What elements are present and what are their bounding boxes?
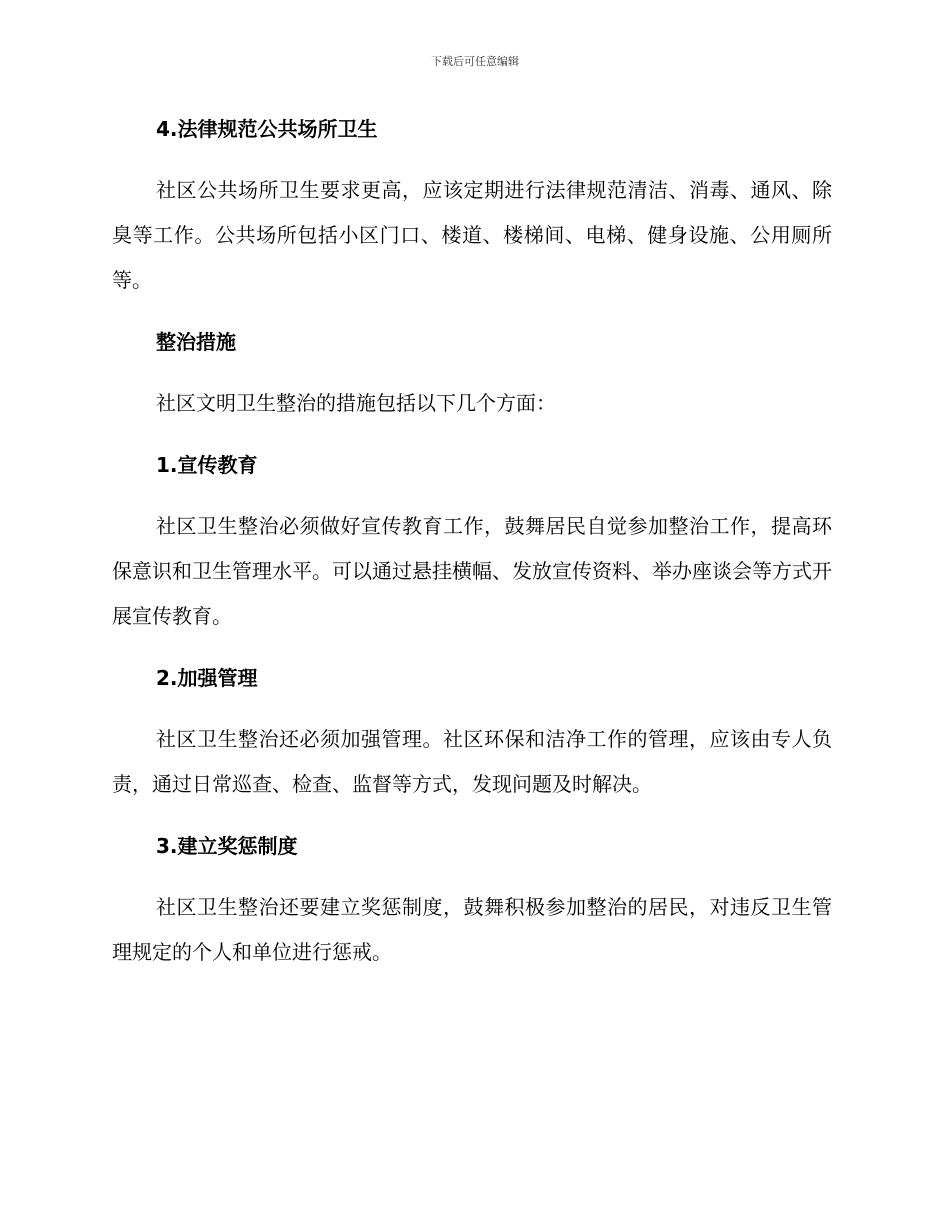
- section-heading-strengthen-management: 2.加强管理: [156, 666, 258, 690]
- section-heading-legal-public-hygiene: 4.法律规范公共场所卫生: [156, 117, 378, 141]
- paragraph-reward-punishment: 社区卫生整治还要建立奖惩制度，鼓舞积极参加整治的居民，对违反卫生管理规定的个人和单位进行惩戒。: [112, 895, 832, 964]
- section-heading-reward-punishment: 3.建立奖惩制度: [156, 834, 298, 858]
- page-header: 下载后可任意编辑: [431, 55, 519, 68]
- paragraph-measures-intro: 社区文明卫生整治的措施包括以下几个方面：: [156, 391, 556, 415]
- document-body: [112, 112, 832, 975]
- paragraph-public-hygiene: 社区公共场所卫生要求更高，应该定期进行法律规范清洁、消毒、通风、除臭等工作。公共场所包括小区门口、楼道、楼梯间、电梯、健身设施、公用厕所等。: [112, 178, 832, 292]
- section-heading-publicity-education: 1.宣传教育: [156, 453, 258, 477]
- paragraph-strengthen-management: 社区卫生整治还必须加强管理。社区环保和洁净工作的管理，应该由专人负责，通过日常巡查、检查、监督等方式，发现问题及时解决。: [112, 727, 832, 796]
- section-heading-measures: 整治措施: [156, 330, 236, 354]
- paragraph-publicity-education: 社区卫生整治必须做好宣传教育工作，鼓舞居民自觉参加整治工作，提高环保意识和卫生管理水平。可以通过悬挂横幅、发放宣传资料、举办座谈会等方式开展宣传教育。: [112, 514, 832, 628]
